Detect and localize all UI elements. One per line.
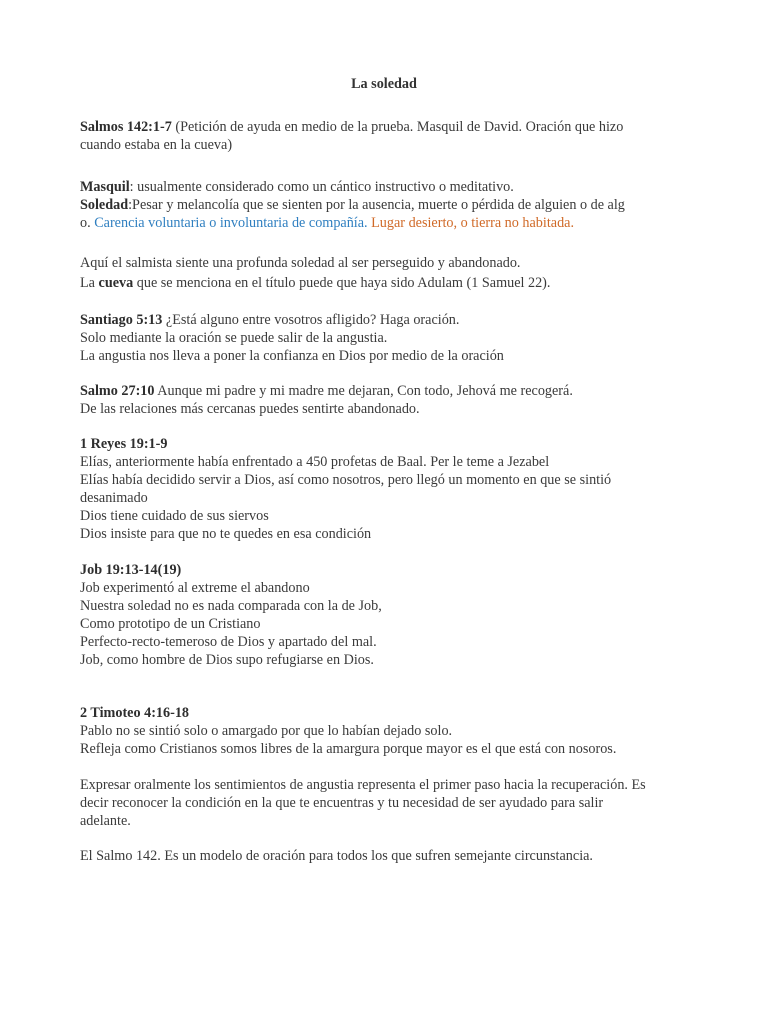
- section-salmos-142: [80, 118, 695, 154]
- salmo-27-line-1: [80, 382, 695, 400]
- soledad-cont-text: o.: [80, 215, 95, 231]
- section-2-timoteo: [80, 704, 695, 758]
- section-intro: [80, 254, 695, 292]
- document-title: La soledad: [351, 76, 417, 92]
- masquil-definition: [80, 178, 695, 196]
- cueva-term: cueva: [98, 275, 134, 291]
- intro-line-2: [80, 274, 695, 292]
- santiago-ref: Santiago 5:13: [80, 312, 163, 328]
- reyes-ref-line: [80, 435, 695, 453]
- job-line: Job experimentó al extreme el abandono: [80, 580, 310, 596]
- section-job: [80, 561, 695, 669]
- salmos-142-line-2: cuando estaba en la cueva): [80, 137, 233, 153]
- masquil-def-text: : usualmente considerado como un cántico instructivo o meditativo.: [129, 179, 514, 195]
- job-line: Como prototipo de un Cristiano: [80, 616, 261, 632]
- job-ref: Job 19:13-14(19): [80, 562, 182, 578]
- section-salmo-27: [80, 382, 695, 418]
- soledad-definition-cont: [80, 214, 695, 232]
- timoteo-line: Refleja como Cristianos somos libres de la amargura porque mayor es el que está con nosoros.: [80, 741, 617, 757]
- reyes-line: desanimado: [80, 490, 148, 506]
- expresar-line: decir reconocer la condición en la que te encuentras y tu necesidad de ser ayudado para salir: [80, 795, 604, 811]
- closing-line: El Salmo 142. Es un modelo de oración para todos los que sufren semejante circunstancia.: [80, 848, 593, 864]
- timoteo-ref-line: [80, 704, 695, 722]
- salmos-142-line-1: [80, 118, 695, 136]
- section-expresar: [80, 776, 695, 830]
- job-line: Job, como hombre de Dios supo refugiarse en Dios.: [80, 652, 374, 668]
- santiago-line-3: La angustia nos lleva a poner la confianza en Dios por medio de la oración: [80, 348, 504, 364]
- reyes-ref: 1 Reyes 19:1-9: [80, 436, 168, 452]
- expresar-line: Expresar oralmente los sentimientos de angustia representa el primer paso hacia la recuperación. Es: [80, 777, 646, 793]
- expresar-line: adelante.: [80, 813, 131, 829]
- timoteo-line: Pablo no se sintió solo o amargado por que lo habían dejado solo.: [80, 723, 453, 739]
- reyes-line: Dios insiste para que no te quedes en esa condición: [80, 526, 372, 542]
- santiago-text-1: ¿Está alguno entre vosotros afligido? Haga oración.: [162, 312, 460, 328]
- section-santiago: [80, 311, 695, 365]
- intro-line-2-pre: La: [80, 275, 99, 291]
- job-line: Perfecto-recto-temeroso de Dios y apartado del mal.: [80, 634, 377, 650]
- intro-line-1: Aquí el salmista siente una profunda soledad al ser perseguido y abandonado.: [80, 255, 521, 271]
- section-1-reyes: [80, 435, 695, 543]
- intro-line-2-post: que se menciona en el título puede que haya sido Adulam (1 Samuel 22).: [133, 275, 551, 291]
- soledad-definition: [80, 196, 695, 214]
- santiago-line-2: Solo mediante la oración se puede salir de la angustia.: [80, 330, 388, 346]
- carencia-text: Carencia voluntaria o involuntaria de compañía.: [94, 215, 368, 231]
- lugar-text: Lugar desierto, o tierra no habitada.: [367, 215, 575, 231]
- soledad-term: Soledad: [80, 197, 129, 213]
- section-definitions: [80, 178, 695, 232]
- salmo-27-line-2: De las relaciones más cercanas puedes sentirte abandonado.: [80, 401, 420, 417]
- reyes-line: Elías, anteriormente había enfrentado a 450 profetas de Baal. Per le teme a Jezabel: [80, 454, 550, 470]
- section-closing: [80, 847, 695, 865]
- masquil-term: Masquil: [80, 179, 130, 195]
- salmo-27-ref: Salmo 27:10: [80, 383, 155, 399]
- soledad-def-text: :Pesar y melancolía que se sienten por la ausencia, muerte o pérdida de alguien o de alg: [128, 197, 625, 213]
- salmos-142-text-1: (Petición de ayuda en medio de la prueba. Masquil de David. Oración que hizo: [171, 119, 624, 135]
- reyes-line: Dios tiene cuidado de sus siervos: [80, 508, 269, 524]
- timoteo-ref: 2 Timoteo 4:16-18: [80, 705, 190, 721]
- reyes-line: Elías había decidido servir a Dios, así como nosotros, pero llegó un momento en que se sintió: [80, 472, 612, 488]
- santiago-line-1: [80, 311, 695, 329]
- job-line: Nuestra soledad no es nada comparada con la de Job,: [80, 598, 382, 614]
- job-ref-line: [80, 561, 695, 579]
- salmo-27-text-1: Aunque mi padre y mi madre me dejaran, Con todo, Jehová me recogerá.: [154, 383, 573, 399]
- salmos-142-ref: Salmos 142:1-7: [80, 119, 172, 135]
